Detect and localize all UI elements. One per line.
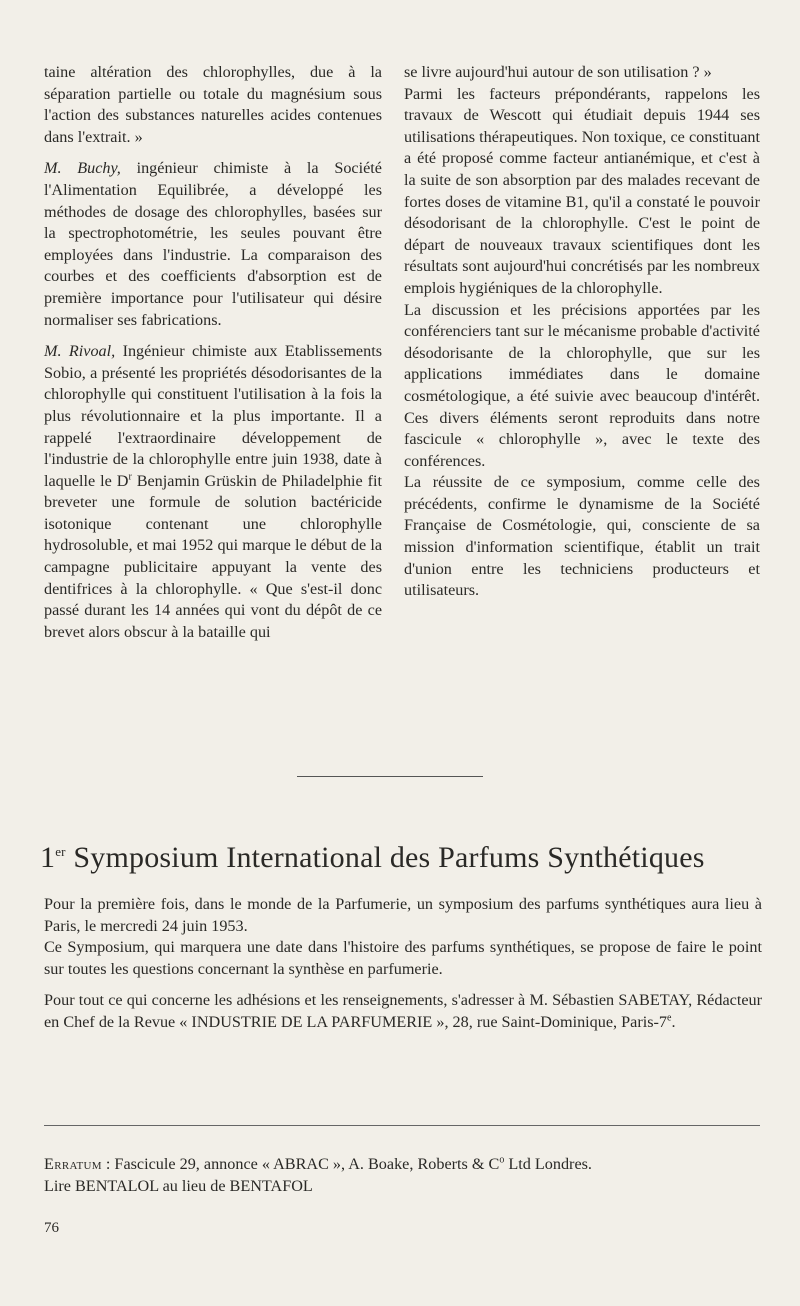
erratum-note (44, 1154, 762, 1197)
announcement-paragraph-1: Pour la première fois, dans le monde de la Parfumerie, un symposium des parfums synthétiques aura lieu à Paris, le mercredi 24 juin 1953. (44, 895, 762, 935)
right-paragraph-4: La réussite de ce symposium, comme celle des précédents, confirme le dynamisme de la Société Française de Cosmétologie, qui, consciente de sa mission d'information scientifique, établit un trait d'union entre les techniciens producteurs et utilisateurs. (404, 473, 760, 600)
right-paragraph-1: se livre aujourd'hui autour de son utilisation ? » (404, 63, 712, 81)
right-column (404, 62, 760, 602)
left-paragraph-3 (44, 341, 382, 643)
left-paragraph-3-text-b: Benjamin Grüskin de Philadelphie fit breveter une formule de solution bactéricide isotonique contenant une chlorophylle hydrosoluble, et mai 1952 qui marque le début de la campagne publicitaire appuyant la vente des dentifrices à la chlorophylle. « Que s'est-il donc passé durant les 14 années qui vont du dépôt de ce brevet alors obscur à la bataille qui (44, 471, 383, 641)
left-paragraph-3-text-a: Ingénieur chimiste aux Etablissements Sobio, a présenté les propriétés désodorisantes de la chlorophylle qui constituent l'utilisation à la fois la plus révolutionnaire et la plus importante. Il a rappelé l'extraordinaire développement de l'industrie de la chlorophylle entre juin 1938, date à laquelle le D (44, 342, 382, 490)
erratum-line-1 (44, 1154, 762, 1176)
erratum-line-2: Lire BENTALOL au lieu de BENTAFOL (44, 1176, 313, 1195)
left-paragraph-2 (44, 158, 382, 331)
symposium-announcement (44, 894, 762, 1034)
announcement-paragraph-3 (44, 990, 762, 1033)
person-name-buchy: M. Buchy, (44, 159, 121, 178)
right-paragraph-2: Parmi les facteurs prépondérants, rappelons les travaux de Wescott qui étudiait depuis 1944 ses utilisations thérapeutiques. Non toxique, ce constituant a été proposé comme facteur antianémique, et c'est à la suite de son absorption par des malades recevant de fortes doses de vitamine B1, qu'il a constaté le pouvoir désodorisant de la chlorophylle. C'est le point de départ de nouveaux travaux scientifiques dont les résultats sont aujourd'hui concrétisés par les nombreux emplois hygiéniques de la chlorophylle. (404, 84, 760, 297)
announcement-paragraph-2: Ce Symposium, qui marquera une date dans l'histoire des parfums synthétiques, se propose de faire le point sur toutes les questions concernant la synthèse en parfumerie. (44, 938, 762, 978)
right-paragraph-3: La discussion et les précisions apportées par les conférenciers tant sur le mécanisme probable d'activité désodorisante de la chlorophylle, que sur les applications immédiates dans le domaine cosmétologique, a été suivie avec beaucoup d'intérêt. Ces divers éléments seront reproduits dans notre fascicule « chlorophylle », avec le texte des conférences. (404, 300, 760, 470)
erratum-text-b: Ltd Londres. (504, 1155, 592, 1173)
erratum-label: Erratum (44, 1155, 102, 1173)
title-ordinal-suffix: er (55, 844, 66, 859)
section-divider-short (297, 776, 483, 777)
superscript-e: e (667, 1012, 672, 1024)
left-paragraph-1: taine altération des chlorophylles, due à la séparation partielle ou totale du magnésium sous l'action des substances naturelles acides contenues dans l'extrait. » (44, 63, 382, 146)
left-paragraph-2-text: ingénieur chimiste à la Société l'Alimentation Equilibrée, a développé les méthodes de dosage des chlorophylles, basées sur la spectrophotométrie, les seules pouvant être employées dans l'industrie. La comparaison des courbes et des coefficients d'absorption est de première importance pour l'utilisateur qui désire normaliser ses fabrications. (44, 159, 382, 329)
left-column (44, 62, 382, 643)
symposium-title (40, 838, 760, 878)
person-name-rivoal: M. Rivoal, (44, 342, 116, 361)
announcement-end: . (671, 1012, 676, 1031)
title-text: Symposium International des Parfums Synthétiques (65, 841, 705, 874)
section-divider-long (44, 1125, 760, 1126)
superscript-r: r (128, 471, 132, 483)
announcement-contact-text: Pour tout ce qui concerne les adhésions et les renseignements, s'adresser à M. Sébastien SABETAY, Rédacteur en Chef de la Revue « INDUSTRIE DE LA PARFUMERIE », 28, rue Saint-Dominique, Paris-7 (44, 991, 762, 1031)
erratum-text-a: : Fascicule 29, annonce « ABRAC », A. Boake, Roberts & C (101, 1155, 500, 1173)
title-ordinal: 1 (40, 841, 56, 874)
superscript-o: o (499, 1154, 505, 1166)
page-number: 76 (44, 1220, 59, 1236)
